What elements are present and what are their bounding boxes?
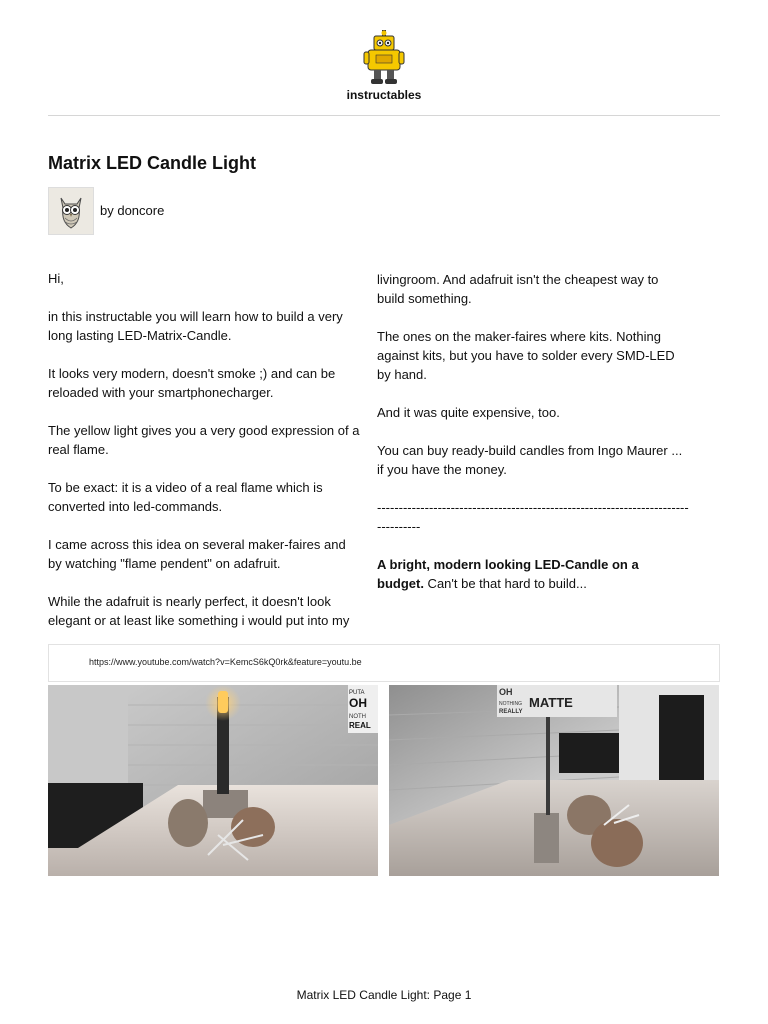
paragraph: While the adafruit is nearly perfect, it doesn't look elegant or at least like something i would put into my bbox=[48, 594, 350, 628]
video-embed-box[interactable] bbox=[48, 644, 720, 682]
paragraph: I came across this idea on several maker-faires and by watching "flame pendent" on adafruit. bbox=[48, 537, 346, 571]
candle-photo-1 bbox=[48, 685, 378, 876]
tagline-rest: Can't be that hard to build... bbox=[423, 576, 587, 591]
video-url-link[interactable]: https://www.youtube.com/watch?v=KemcS6kQ0rk&feature=youtu.be bbox=[89, 657, 362, 667]
paragraph: It looks very modern, doesn't smoke ;) and can be reloaded with your smartphonecharger. bbox=[48, 366, 336, 400]
poster-text: OH bbox=[349, 696, 367, 710]
instructables-robot-icon bbox=[362, 30, 406, 86]
paragraph: The ones on the maker-faires where kits. Nothing against kits, but you have to solder every SMD-LED by hand. bbox=[377, 329, 675, 382]
poster-text: REAL bbox=[349, 721, 371, 730]
poster-text: NOTH bbox=[349, 714, 366, 720]
paragraph: in this instructable you will learn how to build a very long lasting LED-Matrix-Candle. bbox=[48, 309, 343, 343]
paragraph: And it was quite expensive, too. bbox=[377, 405, 560, 420]
separator-line: ---------------------------------------------------------------------------------- bbox=[377, 500, 689, 534]
owl-avatar-icon[interactable] bbox=[48, 187, 94, 235]
tagline bbox=[377, 555, 689, 593]
paragraph: Hi, bbox=[48, 271, 64, 286]
site-brand[interactable]: instructables bbox=[346, 88, 422, 102]
tagline-bold: A bright, modern looking LED-Candle on a budget. bbox=[377, 557, 639, 591]
poster-text: OH bbox=[499, 687, 513, 697]
body-column-left bbox=[48, 269, 360, 649]
header-divider bbox=[48, 115, 720, 116]
page-footer: Matrix LED Candle Light: Page 1 bbox=[296, 988, 472, 1002]
paragraph: You can buy ready-build candles from Ingo Maurer ... if you have the money. bbox=[377, 443, 683, 477]
author-link[interactable]: by doncore bbox=[100, 203, 165, 218]
poster-text: NOTHING bbox=[499, 701, 523, 707]
page-title: Matrix LED Candle Light bbox=[48, 153, 257, 173]
poster-text: PUTA bbox=[349, 690, 365, 696]
poster-text: REALLY bbox=[499, 709, 523, 715]
paragraph: The yellow light gives you a very good expression of a real flame. bbox=[48, 423, 360, 457]
candle-photo-2 bbox=[389, 685, 719, 876]
paragraph: livingroom. And adafruit isn't the cheapest way to build something. bbox=[377, 272, 659, 306]
paragraph: To be exact: it is a video of a real flame which is converted into led-commands. bbox=[48, 480, 323, 514]
poster-text: MATTE bbox=[529, 695, 573, 710]
body-column-right bbox=[377, 270, 689, 612]
